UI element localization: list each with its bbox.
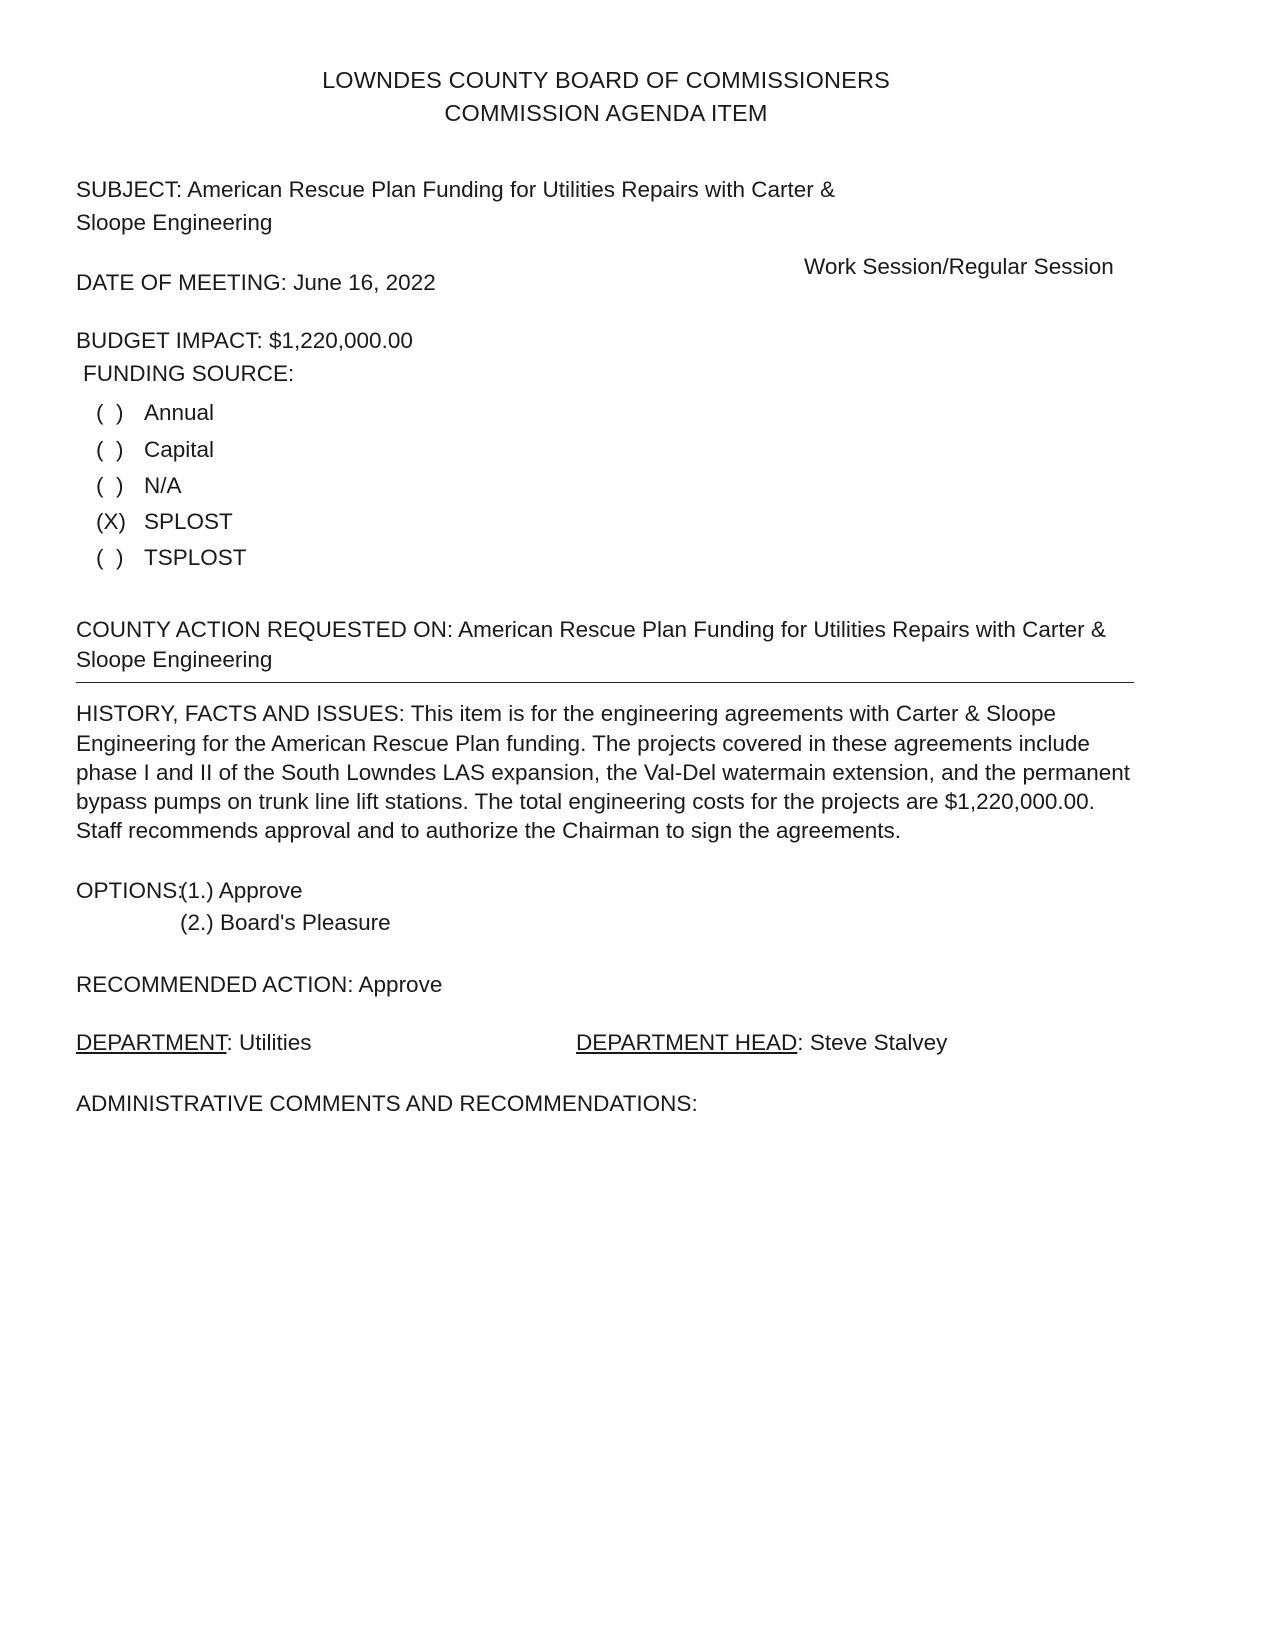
header-line-organization: LOWNDES COUNTY BOARD OF COMMISSIONERS bbox=[322, 67, 890, 93]
meeting-date-label: DATE OF MEETING: bbox=[76, 270, 294, 296]
budget-impact-line bbox=[76, 326, 1136, 356]
funding-checkbox-splost[interactable]: (X) bbox=[96, 509, 126, 535]
history-text: This item is for the engineering agreements with Carter & Sloope Engineering for the American Rescue Plan funding. The projects covered in these agreements include phase I and II of the South Lowndes LAS expansion, the Val-Del watermain extension, and the permanent bypass pumps on trunk line lift stations. The total engineering costs for the projects are $1,220,000.00. Staff recommends approval and to authorize the Chairman to sign the agreements. bbox=[76, 701, 1131, 844]
meeting-date-value: June 16, 2022 bbox=[293, 270, 436, 296]
funding-label-capital: Capital bbox=[144, 436, 215, 462]
department-value: Utilities bbox=[238, 1029, 312, 1055]
budget-impact-label: BUDGET IMPACT: bbox=[76, 328, 269, 354]
document-body bbox=[76, 64, 1136, 1118]
recommended-action-value: Approve bbox=[358, 971, 443, 997]
option-item-approve[interactable]: (1.) Approve bbox=[180, 877, 303, 903]
county-action-label: COUNTY ACTION REQUESTED ON: bbox=[76, 616, 459, 642]
meeting-date-line bbox=[76, 268, 436, 298]
funding-label-splost: SPLOST bbox=[144, 509, 233, 535]
department-label: DEPARTMENT bbox=[76, 1029, 227, 1055]
county-action-section bbox=[76, 615, 1136, 683]
administrative-comments-section bbox=[76, 1089, 1136, 1119]
funding-option-capital[interactable] bbox=[76, 435, 1136, 465]
funding-source-label: FUNDING SOURCE: bbox=[83, 360, 295, 386]
subject-section bbox=[76, 175, 836, 238]
subject-value-line-2: Sloope Engineering bbox=[76, 210, 273, 236]
funding-checkbox-na[interactable]: ( ) bbox=[96, 472, 124, 498]
section-divider bbox=[76, 682, 1134, 683]
funding-label-annual: Annual bbox=[144, 400, 215, 426]
department-head-value: Steve Stalvey bbox=[809, 1029, 948, 1055]
funding-option-annual[interactable] bbox=[76, 398, 1136, 428]
department-head-separator: : bbox=[797, 1029, 810, 1055]
department-head-label: DEPARTMENT HEAD bbox=[576, 1029, 798, 1055]
subject-value-line-1: American Rescue Plan Funding for Utilities Repairs with Carter & bbox=[187, 176, 836, 202]
options-label: OPTIONS: bbox=[76, 877, 184, 903]
document-header bbox=[76, 64, 1136, 131]
subject-label: SUBJECT: bbox=[76, 176, 188, 202]
funding-option-tsplost[interactable] bbox=[76, 543, 1136, 573]
funding-checkbox-tsplost[interactable]: ( ) bbox=[96, 545, 124, 571]
county-action-line bbox=[76, 615, 1136, 674]
funding-label-tsplost: TSPLOST bbox=[144, 545, 247, 571]
county-action-value: American Rescue Plan Funding for Utilities Repairs with Carter & Sloope Engineering bbox=[76, 616, 1106, 672]
budget-impact-amount: $1,220,000.00 bbox=[268, 328, 413, 354]
budget-section bbox=[76, 326, 1136, 573]
option-item-boards-pleasure[interactable]: (2.) Board's Pleasure bbox=[180, 910, 391, 936]
history-label: HISTORY, FACTS AND ISSUES: bbox=[76, 701, 411, 727]
department-line bbox=[76, 1028, 311, 1058]
department-head-line bbox=[576, 1028, 947, 1058]
funding-source-options bbox=[76, 398, 1136, 572]
options-section bbox=[76, 876, 1136, 941]
subject-line-1 bbox=[76, 175, 836, 205]
header-line-document-type: COMMISSION AGENDA ITEM bbox=[444, 100, 768, 127]
funding-checkbox-annual[interactable]: ( ) bbox=[96, 400, 124, 426]
session-note: Work Session/Regular Session bbox=[804, 254, 1114, 280]
recommended-action-section bbox=[76, 970, 1136, 1000]
funding-option-splost[interactable] bbox=[76, 507, 1136, 537]
funding-label-na: N/A bbox=[144, 472, 182, 498]
funding-checkbox-capital[interactable]: ( ) bbox=[96, 436, 124, 462]
options-row bbox=[76, 876, 1136, 941]
department-separator: : bbox=[226, 1029, 239, 1055]
meeting-section bbox=[76, 254, 1136, 296]
recommended-action-label: RECOMMENDED ACTION: bbox=[76, 971, 359, 997]
funding-option-na[interactable] bbox=[76, 471, 1136, 501]
department-section bbox=[76, 1028, 1136, 1060]
history-section bbox=[76, 699, 1136, 845]
options-list bbox=[180, 876, 391, 941]
administrative-comments-label: ADMINISTRATIVE COMMENTS AND RECOMMENDATIONS: bbox=[76, 1090, 698, 1116]
